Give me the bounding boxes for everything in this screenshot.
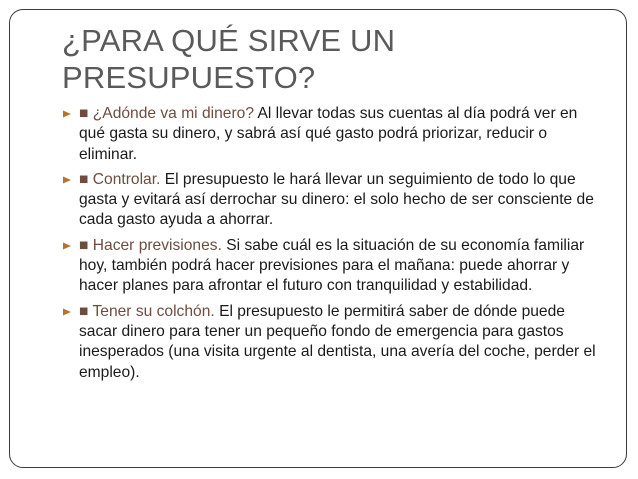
bullet-list xyxy=(62,104,602,387)
bullet-item xyxy=(62,236,602,297)
bullet-text: Al llevar todas sus cuentas al día podrá ver en qué gasta su dinero, y sabrá así qué gasto podrá priorizar, reducir o eliminar. xyxy=(79,105,578,163)
bullet-lead: Hacer previsiones. xyxy=(92,236,222,254)
bullet-item xyxy=(62,104,602,165)
bullet-item xyxy=(62,302,602,383)
bullet-lead: Tener su colchón. xyxy=(92,302,215,320)
bullet-item xyxy=(62,170,602,231)
bullet-marker-icon xyxy=(62,241,72,251)
bullet-square: ■ xyxy=(79,302,89,320)
bullet-square: ■ xyxy=(79,170,89,188)
bullet-marker-icon xyxy=(62,307,72,317)
bullet-lead: ¿Adónde va mi dinero? xyxy=(92,105,254,122)
bullet-lead: Controlar. xyxy=(92,170,161,188)
slide-title: ¿PARA QUÉ SIRVE UN PRESUPUESTO? xyxy=(62,23,396,95)
bullet-marker-icon xyxy=(62,109,72,119)
bullet-text: El presupuesto le permitirá saber de dónde puede sacar dinero para tener un pequeño fondo de emergencia para gastos inesperados (una visita urgente al dentista, una avería del coche, perder el empleo). xyxy=(79,302,596,381)
bullet-marker-icon xyxy=(62,175,72,185)
bullet-text: Si sabe cuál es la situación de su economía familiar hoy, también podrá hacer previsiones para el mañana: puede ahorrar y hacer planes para afrontar el futuro con tranquilidad y estabilidad. xyxy=(79,236,585,295)
bullet-square: ■ xyxy=(79,236,89,254)
bullet-text: El presupuesto le hará llevar un seguimiento de todo lo que gasta y evitará así derrochar su dinero: el solo hecho de ser consciente de cada gasto ayuda a ahorrar. xyxy=(79,170,594,229)
bullet-square: ■ xyxy=(79,105,89,122)
